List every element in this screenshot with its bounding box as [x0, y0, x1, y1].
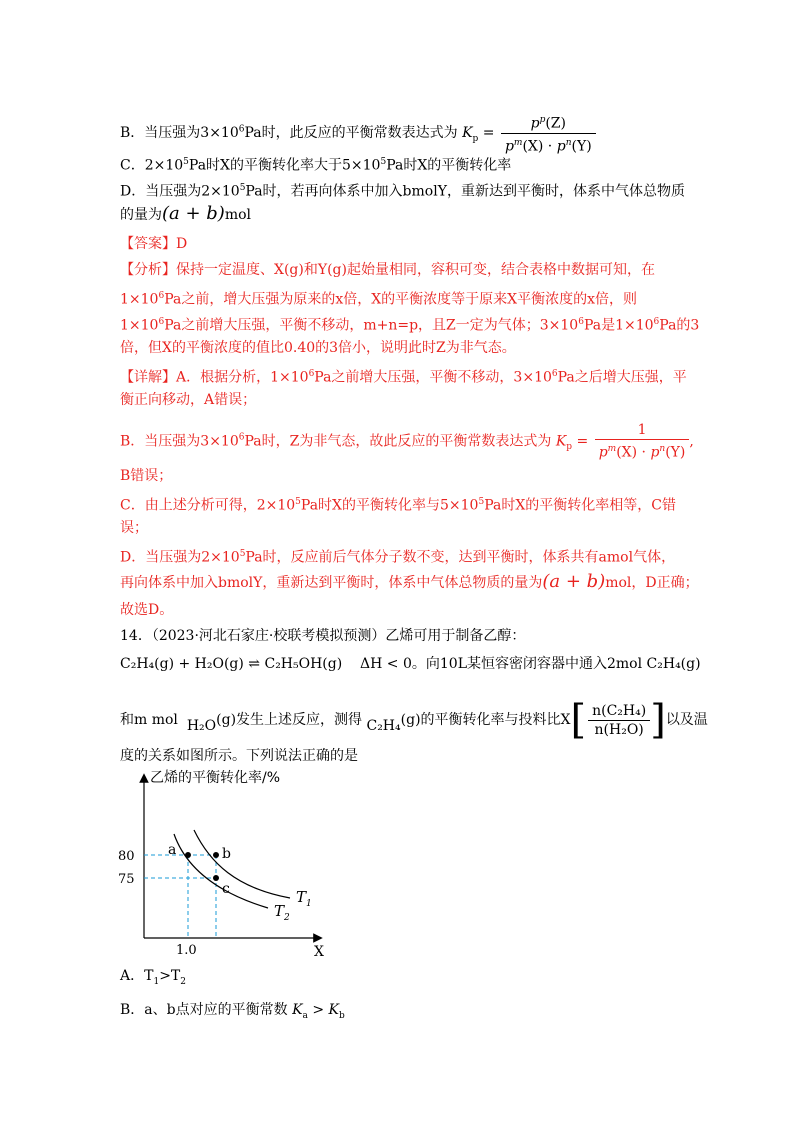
detail-line4: B错误； [120, 468, 173, 484]
option-b-14: B．a、b点对应的平衡常数 $K_a > K_b$ [120, 1002, 345, 1021]
point-a-label: a [168, 842, 177, 858]
q14-line3: 和m mol H₂O(g)发生上述反应，测得 C₂H₄(g)的平衡转化率与投料比X[ $\frac{\text{n(C₂H₄)}}{\text{n(H₂O)}}$ ]以及温 [120, 697, 708, 743]
detail-line7: D．当压强为$2\times 10^5Pa$时，反应前后气体分子数不变，达到平衡时，体系共有amol气体， [120, 549, 676, 566]
option-a-14: A．$T_1>T_2$ [120, 968, 187, 987]
detail-line5: C．由上述分析可得，$2\times 10^5Pa$时X的平衡转化率与$5\times 10^5Pa$时X的平衡转化率相等，C错 [120, 497, 677, 514]
point-c-label: c [222, 881, 230, 897]
y-tick-80: 80 [118, 849, 135, 864]
feed-ratio-fraction: $\frac{\text{n(C₂H₄)}}{\text{n(H₂O)}}$ [588, 703, 650, 738]
point-b [213, 852, 219, 858]
detail-line9: 故选D。 [120, 602, 174, 618]
x-tick-1: 1.0 [176, 943, 197, 958]
option-c: C．$2\times 10^5Pa$时X的平衡转化率大于$5\times 10^5Pa$时X的平衡转化率 [120, 157, 512, 174]
analysis-line4: 倍，但X的平衡浓度的值比0.40的3倍小，说明此时Z为非气态。 [120, 340, 516, 356]
detail-line8: 再向体系中加入bmolY，重新达到平衡时，体系中气体总物质的量为(a + b)mol，D正确； [120, 571, 699, 592]
detail-line1: 【详解】A．根据分析，$1\times 10^6Pa$之前增大压强，平衡不移动，$3\times 10^6Pa$之后增大压强，平 [120, 369, 687, 386]
series-t1-label: $T_1$ [296, 888, 312, 909]
option-b: B．当压强为$3\times 10^6Pa$时，此反应的平衡常数表达式为 $K_p$ = $\frac{p^p(Z)}{p^m(X) \cdot p^n(Y)}$ [120, 112, 596, 154]
detail-line2: 衡正向移动，A错误； [120, 392, 257, 408]
analysis-line3: $1\times 10^6Pa$之前增大压强，平衡不移动，m+n=p，且Z一定为气体；$3\times 10^6Pa$是$1\times 10^6Pa$的3 [120, 317, 700, 334]
series-t2-label: $T_2$ [274, 902, 290, 923]
kp-fraction-2: $\frac{1}{p^m(X) \cdot p^n(Y)}$ [595, 422, 690, 461]
q14-equation: C₂H₄(g) + H₂O(g) ⇌ C₂H₅OH(g) ΔH < 0。向10L某恒容密闭容器中通入2mol C₂H₄(g) [120, 656, 701, 672]
answer: 【答案】D [120, 236, 188, 252]
q14-line1: 14．（2023·河北石家庄·校联考模拟预测）乙烯可用于制备乙醇： [120, 628, 526, 644]
option-d-line2: 的量为(a + b)mol [120, 203, 252, 224]
point-b-label: b [222, 846, 231, 862]
y-axis-label: 乙烯的平衡转化率/% [150, 770, 281, 786]
x-axis-label: X [314, 944, 324, 958]
q14-line4: 度的关系如图所示。下列说法正确的是 [120, 748, 358, 764]
analysis-line2: $1\times 10^6Pa$之前，增大压强为原来的x倍，X的平衡浓度等于原来X平衡浓度的x倍，则 [120, 291, 638, 308]
analysis-line1: 【分析】保持一定温度、X(g)和Y(g)起始量相同，容积可变，结合表格中数据可知，在 [120, 262, 655, 278]
point-a [185, 852, 191, 858]
curve-t1 [194, 830, 290, 898]
option-d-line1: D．当压强为$2\times 10^5Pa$时，若再向体系中加入bmolY，重新达到平衡时，体系中气体总物质 [120, 183, 685, 200]
y-tick-75: 75 [118, 872, 135, 887]
detail-line3: B．当压强为$3\times 10^6Pa$时，Z为非气态，故此反应的平衡常数表达式为 $K_p$ = $\frac{1}{p^m(X) \cdot p^n(Y)}$ , [120, 422, 694, 461]
detail-line6: 误； [120, 520, 148, 536]
kp-fraction: $\frac{p^p(Z)}{p^m(X) \cdot p^n(Y)}$ [501, 112, 596, 154]
conversion-chart [118, 768, 338, 958]
point-c [213, 875, 219, 881]
